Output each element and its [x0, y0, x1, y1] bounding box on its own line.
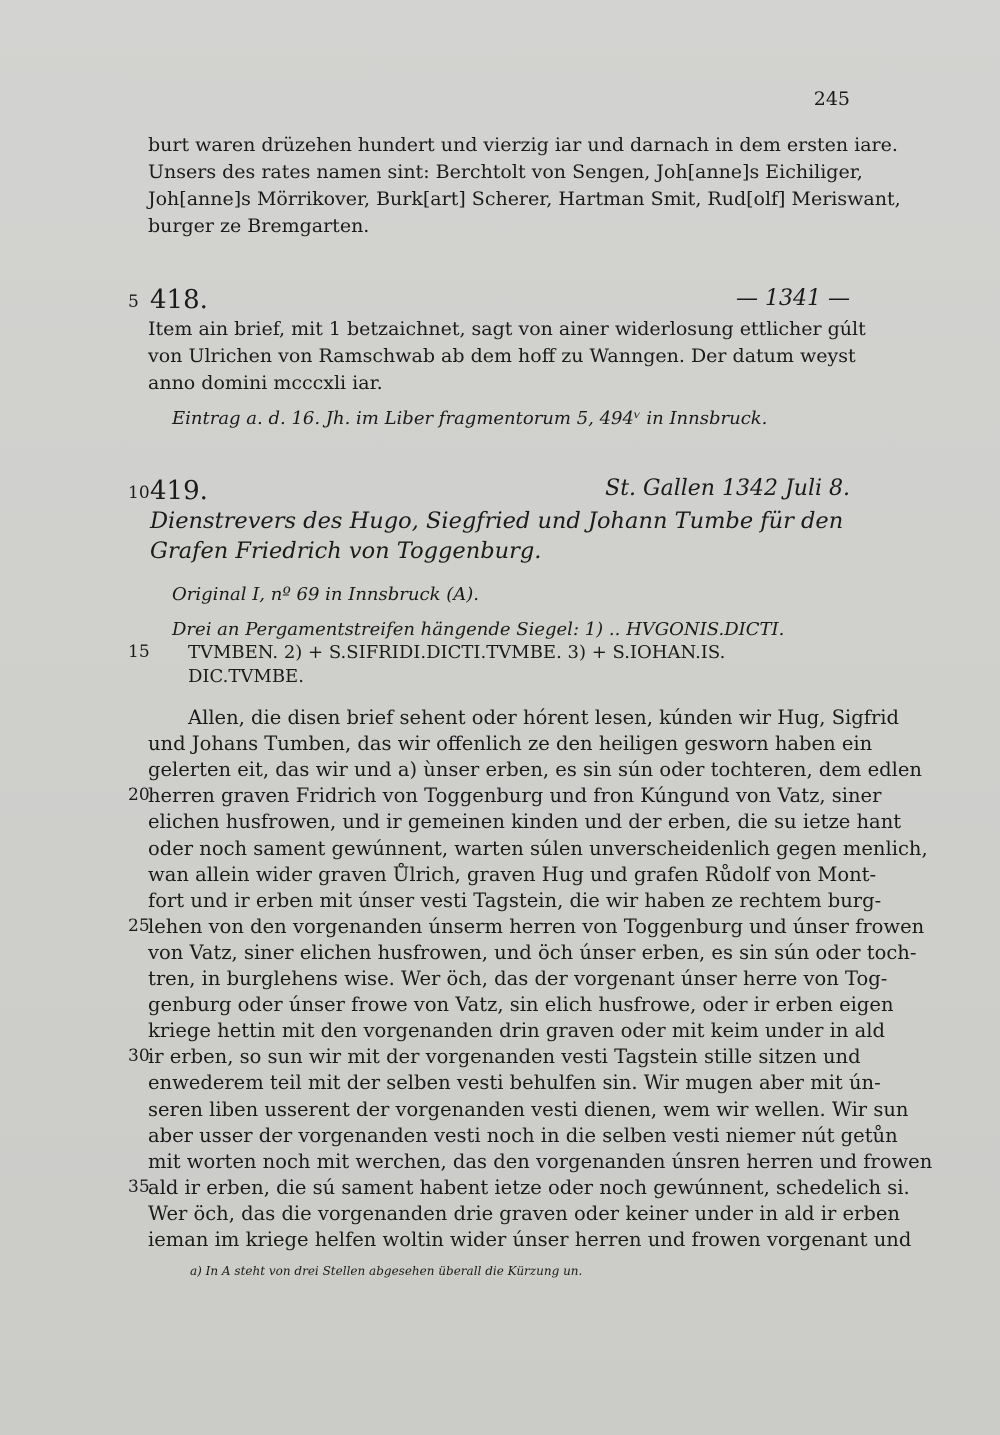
body-line: ieman im kriege helfen woltin wider únser herren und frowen vorgenant und	[148, 1228, 912, 1251]
intro-line: Joh[anne]s Mörrikover, Burk[art] Scherer, Hartman Smit, Rud[olf] Meriswant,	[148, 188, 901, 210]
entry-text-line: Item ain brief, mit 1 betzaichnet, sagt von ainer widerlosung ettlicher gúlt	[148, 318, 866, 340]
body-line: wan allein wider graven Ůlrich, graven Hug und grafen Růdolf von Mont-	[148, 863, 877, 886]
footnote: a) In A steht von drei Stellen abgesehen überall die Kürzung un.	[190, 1264, 583, 1278]
line-number: 25	[128, 916, 150, 936]
entry-date: — 1341 —	[736, 286, 850, 311]
entry-source: Original I, nº 69 in Innsbruck (A).	[172, 584, 479, 605]
body-line: und Johans Tumben, das wir offenlich ze den heiligen gesworn haben ein	[148, 732, 873, 755]
entry-title-line: Grafen Friedrich von Toggenburg.	[150, 538, 542, 564]
seal-description: Drei an Pergamentstreifen hängende Siegel: 1) .. HVGONIS.DICTI.	[172, 619, 785, 640]
line-number: 5	[128, 292, 139, 312]
body-line: ald ir erben, die sú sament habent ietze oder noch gewúnnent, schedelich si.	[148, 1176, 910, 1199]
body-line: gelerten eit, das wir und a) ùnser erben, es sin sún oder tochteren, dem edlen	[148, 758, 922, 781]
entry-number: 418.	[150, 285, 208, 315]
body-line: seren liben usserent der vorgenanden vesti dienen, wem wir wellen. Wir sun	[148, 1098, 909, 1121]
seal-inscription: DIC.TVMBE.	[188, 666, 304, 687]
intro-line: Unsers des rates namen sint: Berchtolt von Sengen, Joh[anne]s Eichiliger,	[148, 161, 863, 183]
entry-source: Eintrag a. d. 16. Jh. im Liber fragmentorum 5, 494ᵛ in Innsbruck.	[172, 408, 768, 429]
entry-text-line: anno domini mcccxli iar.	[148, 372, 383, 394]
body-line: lehen von den vorgenanden únserm herren von Toggenburg und únser frowen	[148, 915, 925, 938]
line-number: 15	[128, 642, 150, 662]
seal-inscription: TVMBEN. 2) + S.SIFRIDI.DICTI.TVMBE. 3) + S.IOHAN.IS.	[188, 642, 726, 663]
line-number: 35	[128, 1177, 150, 1197]
line-number: 20	[128, 785, 150, 805]
body-line: ir erben, so sun wir mit der vorgenanden vesti Tagstein stille sitzen und	[148, 1045, 861, 1068]
body-line: tren, in burglehens wise. Wer öch, das der vorgenant únser herre von Tog-	[148, 967, 888, 990]
body-line: aber usser der vorgenanden vesti noch in die selben vesti niemer nút getůn	[148, 1124, 898, 1147]
entry-title-line: Dienstrevers des Hugo, Siegfried und Johann Tumbe für den	[150, 508, 844, 534]
body-line: Allen, die disen brief sehent oder hórent lesen, kúnden wir Hug, Sigfrid	[188, 706, 900, 729]
body-line: mit worten noch mit werchen, das den vorgenanden únsren herren und frowen	[148, 1150, 933, 1173]
entry-number: 419.	[150, 476, 208, 506]
body-line: genburg oder únser frowe von Vatz, sin elich husfrowe, oder ir erben eigen	[148, 993, 894, 1016]
entry-date: St. Gallen 1342 Juli 8.	[605, 476, 850, 501]
body-line: elichen husfrowen, und ir gemeinen kinden und der erben, die su ietze hant	[148, 810, 902, 833]
line-number: 10	[128, 483, 150, 503]
intro-line: burger ze Bremgarten.	[148, 215, 370, 237]
body-line: kriege hettin mit den vorgenanden drin graven oder mit keim under in ald	[148, 1019, 885, 1042]
body-line: fort und ir erben mit únser vesti Tagstein, die wir haben ze rechtem burg-	[148, 889, 882, 912]
body-line: oder noch sament gewúnnent, warten súlen unverscheidenlich gegen menlich,	[148, 837, 928, 860]
intro-line: burt waren drüzehen hundert und vierzig iar und darnach in dem ersten iare.	[148, 134, 898, 156]
entry-text-line: von Ulrichen von Ramschwab ab dem hoff zu Wanngen. Der datum weyst	[148, 345, 856, 367]
body-line: von Vatz, siner elichen husfrowen, und öch únser erben, es sin sún oder toch-	[148, 941, 917, 964]
line-number: 30	[128, 1046, 150, 1066]
body-line: Wer öch, das die vorgenanden drie graven oder keiner under in ald ir erben	[148, 1202, 900, 1225]
page-number: 245	[813, 88, 850, 110]
body-line: enwederem teil mit der selben vesti behulfen sin. Wir mugen aber mit ún-	[148, 1071, 881, 1094]
body-line: herren graven Fridrich von Toggenburg und fron Kúngund von Vatz, siner	[148, 784, 882, 807]
